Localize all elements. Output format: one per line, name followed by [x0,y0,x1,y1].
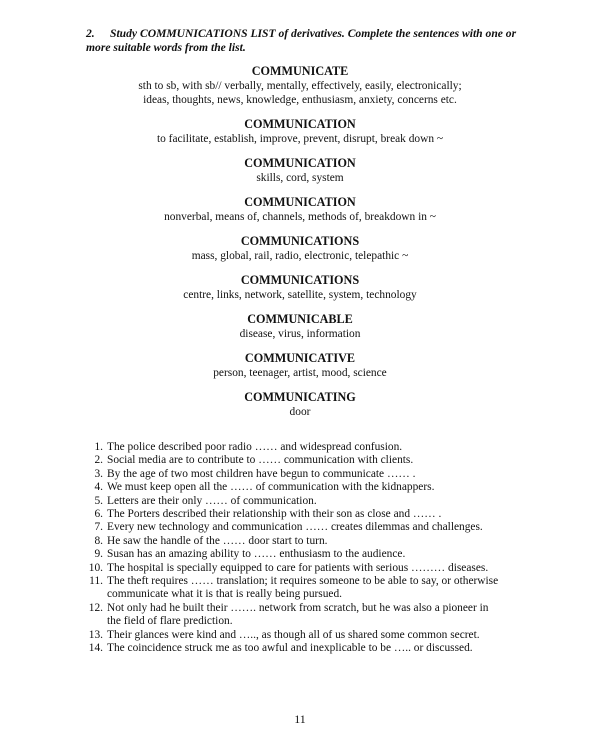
sentence-item [80,602,530,629]
sentence-number: 5. [94,494,103,507]
sentence-text: By the age of two most children have begun to communicate …… . [107,467,416,480]
gap-fill-sentences [80,441,530,656]
collocation-line: ideas, thoughts, news, knowledge, enthusiasm, anxiety, concerns etc. [143,94,457,106]
sentence-text: He saw the handle of the …… door start to turn. [107,534,328,547]
sentence-text: The police described poor radio …… and widespread confusion. [107,441,403,453]
collocation-line: sth to sb, with sb// verbally, mentally, effectively, easily, electronically; [138,80,462,92]
sentence-text: The Porters described their relationship with their son as close and …… . [107,508,442,521]
word-group [60,390,540,419]
sentence-item [80,535,530,548]
sentence-number: 10. [88,561,103,574]
sentence-number: 13. [88,628,103,641]
sentence-text: Every new technology and communication …… creates dilemmas and challenges. [107,521,483,534]
word-group [60,351,540,380]
sentence-text: Not only had he built their ……. network from scratch, but he was also a pioneer in [107,601,489,614]
sentence-item [80,548,530,561]
word-heading: COMMUNICATION [244,156,356,170]
collocation-line: door [289,406,311,418]
sentence-number: 1. [94,441,103,453]
sentence-number: 3. [94,467,103,480]
sentence-text: Their glances were kind and ….., as though all of us shared some common secret. [107,628,480,641]
collocation-line: centre, links, network, satellite, system, technology [183,289,417,301]
sentence-number: 8. [94,534,103,547]
sentence-item [80,521,530,534]
word-heading: COMMUNICATING [244,390,356,404]
sentence-text: We must keep open all the …… of communication with the kidnappers. [107,481,435,494]
sentence-number: 12. [88,601,103,614]
word-heading: COMMUNICATIONS [240,273,360,287]
word-heading: COMMUNICABLE [247,312,353,326]
word-heading: COMMUNICATIVE [244,351,356,365]
word-group [60,156,540,185]
sentence-item [80,508,530,521]
sentence-text: The coincidence struck me as too awful and inexplicable to be ….. or discussed. [107,642,473,655]
instruction-text: Study COMMUNICATIONS LIST of derivatives. Complete the sentences with one or more suitable words from the list. [86,27,517,54]
sentence-item [80,642,530,655]
word-heading: COMMUNICATIONS [240,234,360,248]
collocation-line: person, teenager, artist, mood, science [213,367,387,379]
word-heading: COMMUNICATE [251,64,349,78]
collocation-line: disease, virus, information [239,328,361,340]
collocation-line: mass, global, rail, radio, electronic, telepathic ~ [191,250,409,262]
word-group [60,312,540,341]
sentence-number: 11. [89,575,103,588]
word-group [60,234,540,263]
collocation-line: skills, cord, system [256,172,344,184]
sentence-number: 2. [94,454,103,467]
sentence-item [80,481,530,494]
word-group [60,273,540,302]
word-heading: COMMUNICATION [244,195,356,209]
exercise-number: 2. [86,27,95,40]
sentence-text: The hospital is specially equipped to care for patients with serious ……… diseases. [107,561,489,574]
sentence-number: 14. [88,642,103,655]
derivatives-list [60,64,540,429]
word-group [60,117,540,146]
sentence-item [80,575,530,602]
sentence-item [80,441,530,454]
sentence-item [80,495,530,508]
word-heading: COMMUNICATION [244,117,356,131]
sentence-text: Social media are to contribute to …… communication with clients. [107,454,414,467]
sentence-item [80,629,530,642]
sentence-item [80,454,530,467]
sentence-number: 7. [94,521,103,534]
sentence-number: 9. [94,548,103,561]
word-group [60,195,540,224]
collocation-line: to facilitate, establish, improve, prevent, disrupt, break down ~ [156,133,444,145]
sentence-number: 6. [94,508,103,521]
sentence-text: Susan has an amazing ability to …… enthusiasm to the audience. [107,548,406,561]
collocation-line: nonverbal, means of, channels, methods of, breakdown in ~ [164,211,436,223]
sentence-number: 4. [94,481,103,494]
page-number: 11 [294,712,306,726]
sentence-text: Letters are their only …… of communication. [107,494,317,507]
sentence-item [80,468,530,481]
sentence-item [80,562,530,575]
word-group [60,64,540,107]
sentence-continuation: the field of flare prediction. [107,615,233,628]
exercise-instruction [86,27,536,55]
sentence-text: The theft requires …… translation; it requires someone to be able to say, or otherwise [107,575,499,588]
sentence-continuation: communicate what it is that is really being pursued. [107,588,343,601]
